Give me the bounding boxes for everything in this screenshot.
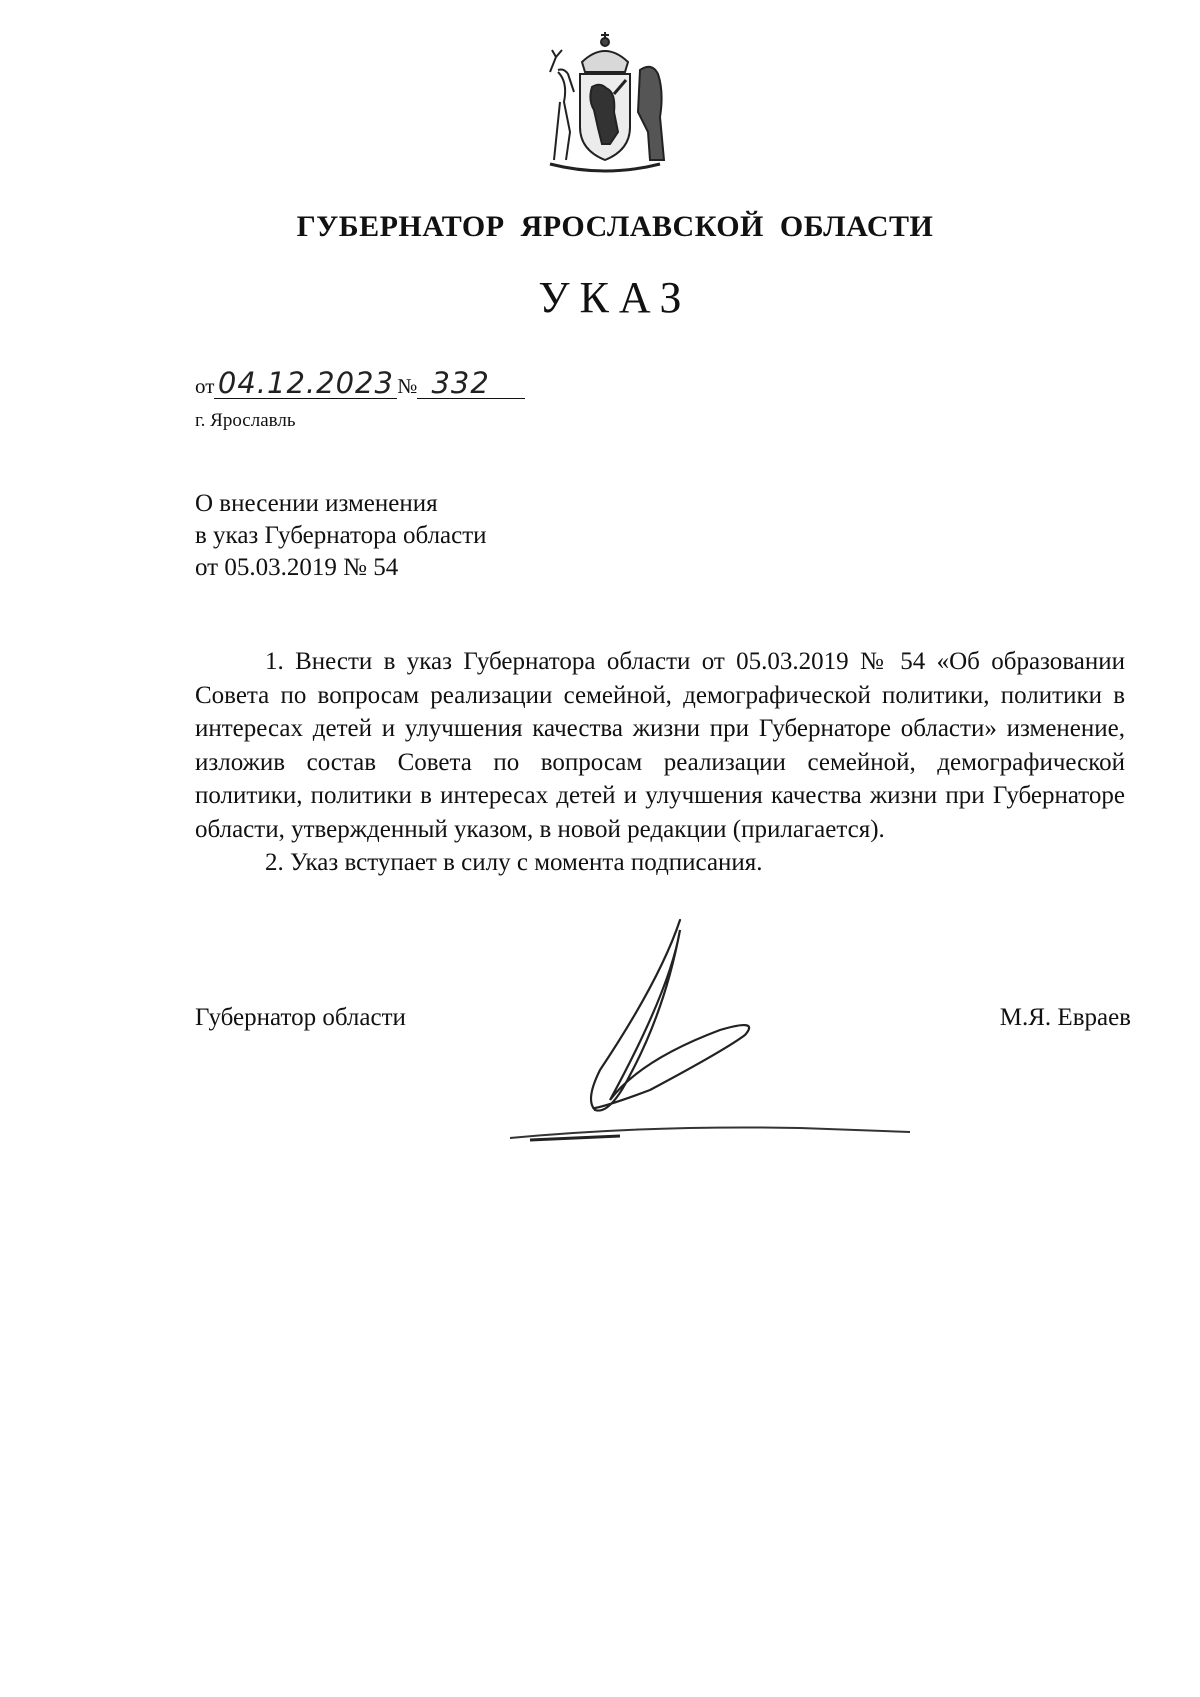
issuer-title: ГУБЕРНАТОР ЯРОСЛАВСКОЙ ОБЛАСТИ [296,210,934,243]
subject-line: в указ Губернатора области [195,522,487,549]
body-paragraph: 1. Внести в указ Губернатора области от 05.03.2019 № 54 «Об образовании Совета по вопросам реализации семейной, демографической политики, политики в интересах детей и улучшения качества жизни при Губернаторе области» изменение, изложив состав Совета по вопросам реализации семейной, демографической политики, политики в интересах детей и улучшения качества жизни при Губернаторе области, утвержденный указом, в новой редакции (прилагается). [195,648,1125,843]
coat-of-arms-icon [530,32,680,182]
number-prefix: № [397,374,418,398]
subject-line: О внесении изменения [195,490,438,517]
issue-city: г. Ярославль [195,410,296,431]
handwritten-signature [500,900,920,1150]
document-body [195,645,1125,880]
body-paragraph: 2. Указ вступает в силу с момента подписания. [265,849,763,876]
document-subject [195,488,487,584]
document-date: 04.12.2023 [214,368,397,399]
signatory-name: М.Я. Евраев [999,1004,1131,1031]
document-number: 332 [417,368,525,399]
signatory-title: Губернатор области [195,1004,406,1031]
document-type: УКАЗ [538,273,692,322]
subject-line: от 05.03.2019 № 54 [195,554,399,581]
registration-line [195,368,525,399]
date-prefix: от [195,374,215,398]
